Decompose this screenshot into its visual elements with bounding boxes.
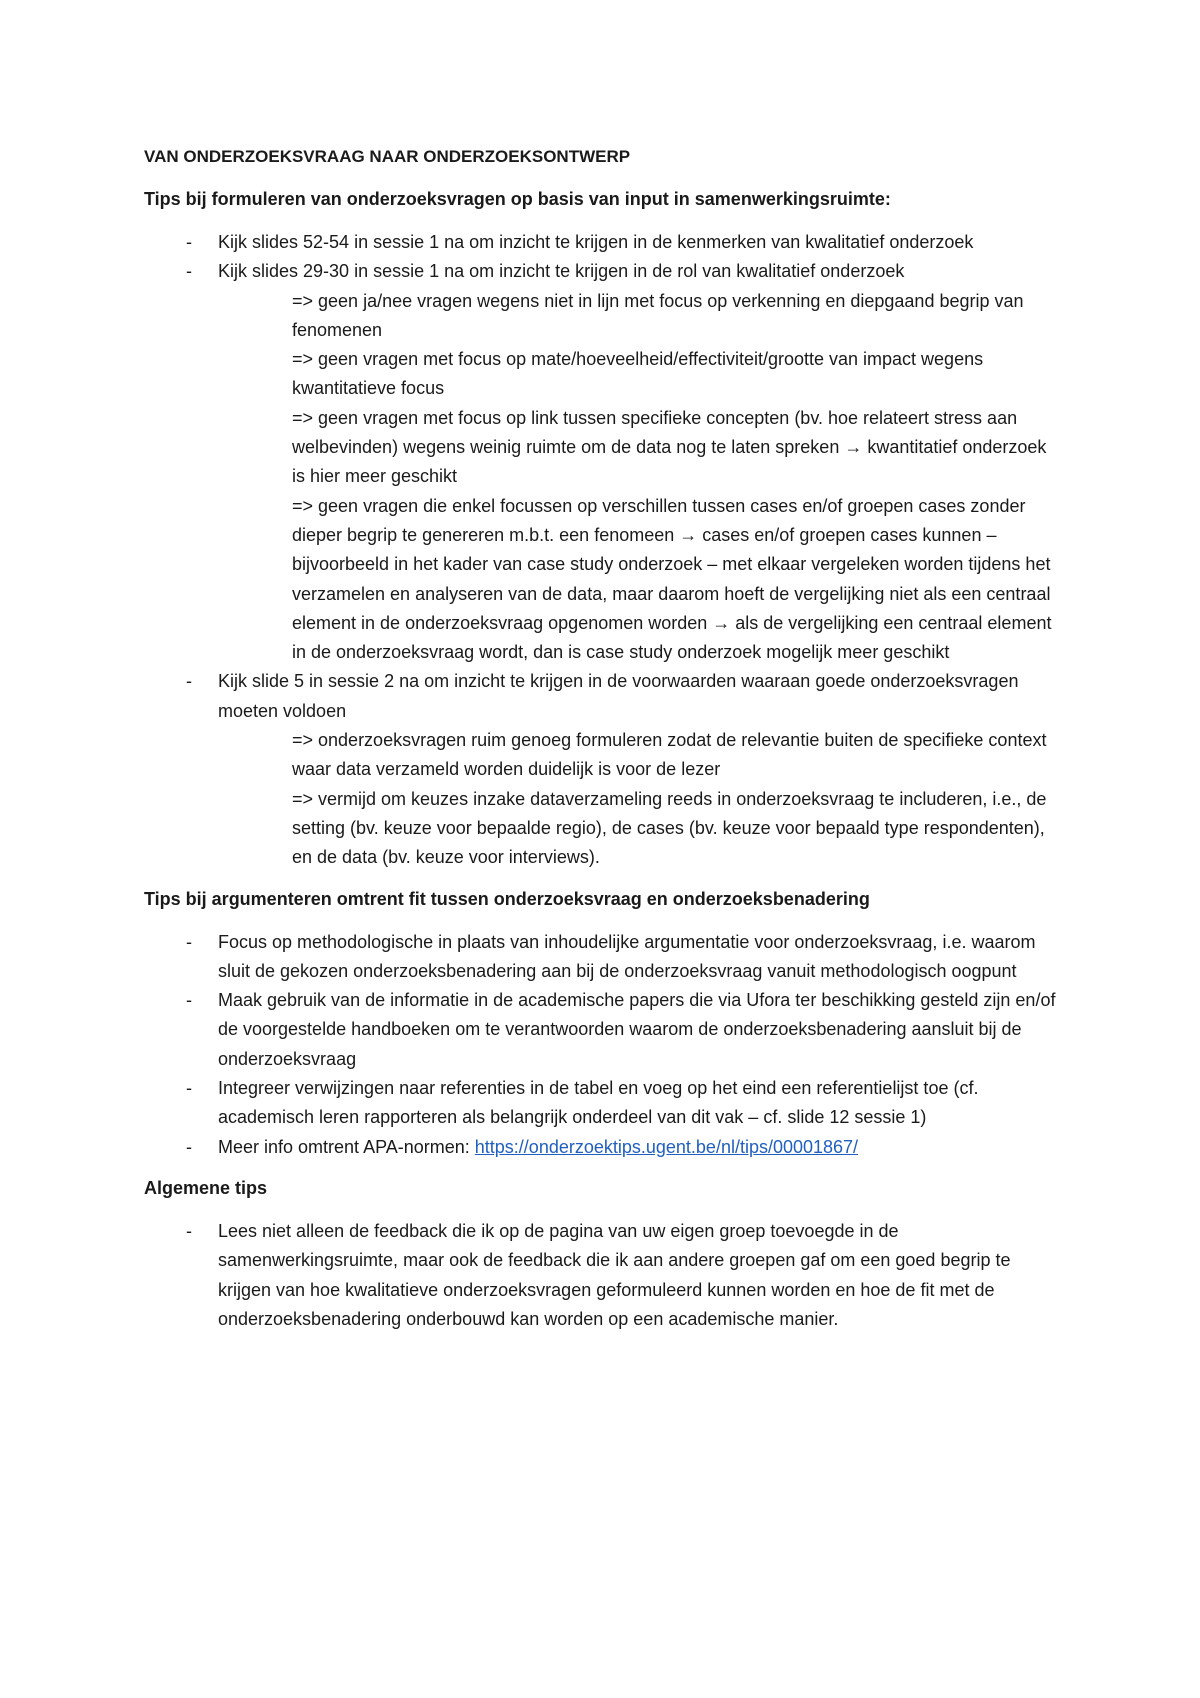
sub-list (218, 287, 1064, 668)
sub-list (218, 726, 1064, 872)
list-item: - Maak gebruik van de informatie in de academische papers die via Ufora ter beschikking gesteld zijn en/of de voorgestelde handboeken om te verantwoorden waarom de onderzoeksbenadering aansluit bij de onderzoeksvraag (144, 986, 1064, 1074)
section-heading-formuleren: Tips bij formuleren van onderzoeksvragen op basis van input in samenwerkingsruimte: (144, 189, 891, 209)
list-item: - Kijk slide 5 in sessie 2 na om inzicht te krijgen in de voorwaarden waaraan goede onderzoeksvragen moeten voldoen => onderzoeksvragen ruim genoeg formuleren zodat de relevantie buiten de specifieke context waar data verzameld worden duidelijk is voor de lezer => vermijd om keuzes inzake dataverzameling reeds in onderzoeksvraag te includeren, i.e., de setting (bv. keuze voor bepaalde regio), de cases (bv. keuze voor bepaald type respondenten), en de data (bv. keuze voor interviews). (144, 667, 1064, 872)
list-item: - Lees niet alleen de feedback die ik op de pagina van uw eigen groep toevoegde in de samenwerkingsruimte, maar ook de feedback die ik aan andere groepen gaf om een goed begrip te krijgen van hoe kwalitatieve onderzoeksvragen geformuleerd kunnen worden en hoe de fit met de onderzoeksbenadering onderbouwd kan worden op een academische manier. (144, 1217, 1064, 1334)
list-argumenteren (144, 928, 1064, 1162)
sub-item: => geen ja/nee vragen wegens niet in lijn met focus op verkenning en diepgaand begrip van fenomenen (292, 290, 1024, 340)
list-item: - Kijk slides 52-54 in sessie 1 na om inzicht te krijgen in de kenmerken van kwalitatief onderzoek (144, 228, 1064, 257)
sub-item: => vermijd om keuzes inzake dataverzameling reeds in onderzoeksvraag te includeren, i.e., de setting (bv. keuze voor bepaalde regio), de cases (bv. keuze voor bepaald type respondenten), en de data (bv. keuze voor interviews). (292, 788, 1047, 868)
section-heading-argumenteren: Tips bij argumenteren omtrent fit tussen onderzoeksvraag en onderzoeksbenadering (144, 888, 870, 909)
list-item: - Focus op methodologische in plaats van inhoudelijke argumentatie voor onderzoeksvraag, i.e. waarom sluit de gekozen onderzoeksbenadering aan bij de onderzoeksvraag vanuit methodologisch oogpunt (144, 928, 1064, 987)
list-algemeen (144, 1217, 1064, 1334)
list-item: - Meer info omtrent APA-normen: https://onderzoektips.ugent.be/nl/tips/00001867/ (144, 1133, 1064, 1162)
list-formuleren (144, 228, 1064, 873)
document-title: VAN ONDERZOEKSVRAAG NAAR ONDERZOEKSONTWERP (144, 147, 631, 166)
document-body (144, 142, 1064, 1346)
sub-item: => geen vragen met focus op link tussen specifieke concepten (bv. hoe relateert stress aan welbevinden) wegens weinig ruimte om de data nog te laten spreken → kwantitatief onderzoek is hier meer geschikt (292, 407, 1047, 487)
section-heading-algemeen: Algemene tips (144, 1177, 268, 1198)
sub-item: => geen vragen met focus op mate/hoeveelheid/effectiviteit/grootte van impact wegens kwantitatieve focus (292, 349, 984, 399)
sub-item: => geen vragen die enkel focussen op verschillen tussen cases en/of groepen cases zonder dieper begrip te genereren m.b.t. een fenomeen → cases en/of groepen cases kunnen – bijvoorbeeld in het kader van case study onderzoek – met elkaar vergeleken worden tijdens het verzamelen en analyseren van de data, maar daarom hoeft de vergelijking niet als een centraal element in de onderzoeksvraag opgenomen worden → als de vergelijking een centraal element in de onderzoeksvraag wordt, dan is case study onderzoek mogelijk meer geschikt (292, 495, 1052, 663)
list-item: - Integreer verwijzingen naar referenties in de tabel en voeg op het eind een referentielijst toe (cf. academisch leren rapporteren als belangrijk onderdeel van dit vak – cf. slide 12 sessie 1) (144, 1074, 1064, 1133)
list-item: - Kijk slides 29-30 in sessie 1 na om inzicht te krijgen in de rol van kwalitatief onderzoek => geen ja/nee vragen wegens niet in lijn met focus op verkenning en diepgaand begrip van fenomenen => geen vragen met focus op mate/hoeveelheid/effectiviteit/grootte van impact wegens kwantitatieve focus => geen vragen met focus op link tussen specifieke concepten (bv. hoe relateert stress aan welbevinden) wegens weinig ruimte om de data nog te laten spreken → kwantitatief onderzoek is hier meer geschikt => geen vragen die enkel focussen op verschillen tussen cases en/of groepen cases zonder dieper begrip te genereren m.b.t. een fenomeen → cases en/of groepen cases kunnen – bijvoorbeeld in het kader van case study onderzoek – met elkaar vergeleken worden tijdens het verzamelen en analyseren van de data, maar daarom hoeft de vergelijking niet als een centraal element in de onderzoeksvraag opgenomen worden → als de vergelijking een centraal element in de onderzoeksvraag wordt, dan is case study onderzoek mogelijk meer geschikt (144, 257, 1064, 667)
apa-link[interactable]: https://onderzoektips.ugent.be/nl/tips/00001867/ (474, 1136, 859, 1157)
sub-item: => onderzoeksvragen ruim genoeg formuleren zodat de relevantie buiten de specifieke context waar data verzameld worden duidelijk is voor de lezer (292, 730, 1047, 780)
